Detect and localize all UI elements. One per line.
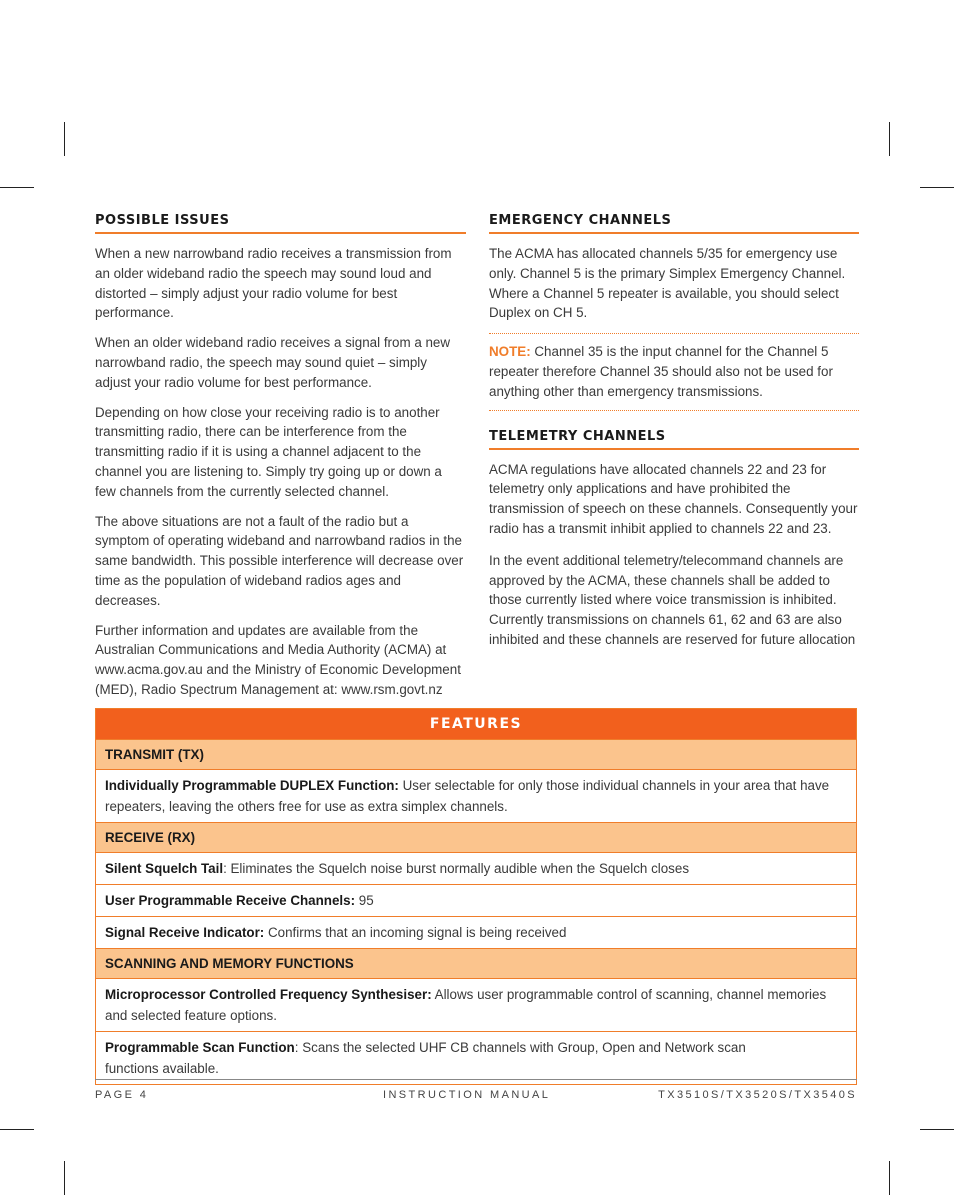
page-footer — [95, 1079, 857, 1101]
feature-text: Allows user programmable control of scanning, channel memories and selected feature options. — [105, 987, 827, 1023]
feature-text: : Eliminates the Squelch noise burst normally audible when the Squelch closes — [223, 861, 690, 876]
feature-text: 95 — [355, 893, 374, 908]
possible-issues-paragraph: When a new narrowband radio receives a transmission from an older wideband radio the speech may sound loud and distorted – simply adjust your radio volume for best performance. — [95, 246, 452, 321]
manual-title: INSTRUCTION MANUAL — [383, 1089, 551, 1101]
model-numbers: TX3510S/TX3520S/TX3540S — [658, 1089, 857, 1101]
dotted-divider — [489, 410, 859, 411]
feature-label: Programmable Scan Function — [105, 1040, 295, 1055]
crop-mark — [889, 1161, 890, 1195]
telemetry-channels-heading: TELEMETRY CHANNELS — [489, 429, 859, 450]
possible-issues-paragraph: Depending on how close your receiving radio is to another transmitting radio, there can be interference from the transmitting radio if it is using a channel adjacent to the channel you are listening to. Simply try going up or down a few channels from the currently selected channel. — [95, 404, 442, 499]
possible-issues-paragraph: The above situations are not a fault of the radio but a symptom of operating wideband and narrowband radios in the same bandwidth. This possible interference will decrease over time as the population of wideband radios ages and decreases. — [95, 513, 464, 608]
crop-mark — [920, 187, 954, 188]
scanning-header: SCANNING AND MEMORY FUNCTIONS — [96, 948, 856, 978]
features-table — [95, 708, 857, 1085]
page-number: PAGE 4 — [95, 1089, 149, 1101]
feature-row-synthesiser — [96, 978, 856, 1031]
dotted-divider — [489, 333, 859, 334]
feature-row-duplex — [96, 769, 856, 822]
possible-issues-paragraph: When an older wideband radio receives a signal from a new narrowband radio, the speech may sound quiet – simply adjust your radio volume for best performance. — [95, 335, 451, 390]
feature-label: User Programmable Receive Channels: — [105, 893, 356, 908]
feature-label: Microprocessor Controlled Frequency Synthesiser: — [105, 987, 432, 1002]
crop-mark — [0, 1129, 34, 1130]
emergency-note — [489, 342, 859, 401]
crop-mark — [889, 122, 890, 156]
feature-text: User selectable for only those individual channels in your area that have repeaters, leaving the others free for use as extra simplex channels. — [105, 778, 830, 814]
possible-issues-paragraph: Further information and updates are available from the Australian Communications and Media Authority (ACMA) at www.acma.gov.au and the Ministry of Economic Development (MED), Radio Spectrum Management at: www.rsm.govt.nz — [95, 622, 461, 697]
feature-row-squelch — [96, 852, 856, 884]
feature-label: Individually Programmable DUPLEX Function: — [105, 778, 399, 793]
possible-issues-section — [95, 213, 466, 710]
telemetry-paragraph: ACMA regulations have allocated channels 22 and 23 for telemetry only applications and have prohibited the transmission of speech on these channels. Consequently your radio has a transmit inhibit applied to channels 22 and 23. — [489, 461, 858, 536]
telemetry-channels-section — [489, 429, 859, 650]
emergency-channels-section — [489, 213, 859, 411]
receive-header: RECEIVE (RX) — [96, 822, 856, 852]
telemetry-paragraph: In the event additional telemetry/telecommand channels are approved by the ACMA, these channels shall be added to those currently listed where voice transmission is inhibited. Currently transmissions on channels 61, 62 and 63 are also inhibited and these channels are reserved for future allocation — [489, 552, 856, 647]
feature-text: : Scans the selected UHF CB channels with Group, Open and Network scan functions available. — [105, 1040, 746, 1076]
features-title: FEATURES — [96, 709, 856, 739]
right-column — [489, 213, 859, 660]
emergency-channels-heading: EMERGENCY CHANNELS — [489, 213, 859, 234]
note-text: Channel 35 is the input channel for the Channel 5 repeater therefore Channel 35 should also not be used for anything other than emergency transmissions. — [489, 344, 833, 399]
feature-row-signal — [96, 916, 856, 948]
crop-mark — [64, 1161, 65, 1195]
crop-mark — [0, 187, 34, 188]
emergency-channels-paragraph: The ACMA has allocated channels 5/35 for emergency use only. Channel 5 is the primary Simplex Emergency Channel. Where a Channel 5 repeater is available, you should select Duplex on CH 5. — [489, 246, 846, 321]
crop-mark — [920, 1129, 954, 1130]
feature-label: Silent Squelch Tail — [105, 861, 224, 876]
feature-row-rx-channels — [96, 884, 856, 916]
crop-mark — [64, 122, 65, 156]
note-label: NOTE: — [489, 344, 531, 360]
feature-row-scan — [96, 1031, 856, 1084]
possible-issues-heading: POSSIBLE ISSUES — [95, 213, 466, 234]
feature-text: Confirms that an incoming signal is being received — [264, 925, 567, 940]
feature-label: Signal Receive Indicator: — [105, 925, 265, 940]
transmit-header: TRANSMIT (TX) — [96, 739, 856, 769]
